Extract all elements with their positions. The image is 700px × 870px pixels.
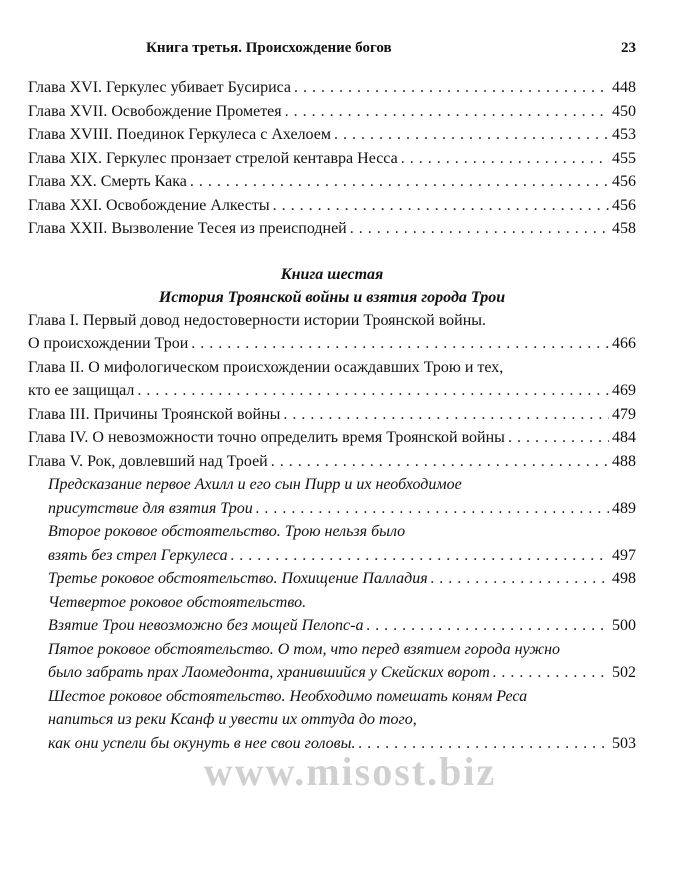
toc-entry (28, 450, 636, 474)
toc-entry-page: 458 (612, 220, 636, 237)
toc-entry-page: 450 (612, 102, 636, 120)
toc-entry-page: 484 (612, 429, 636, 446)
toc-entry-title: Глава IV. О невозможности точно определить время Троянской войны (28, 429, 505, 446)
toc-entry-page: 498 (612, 570, 636, 587)
toc-entry-title: Глава XVIII. Поединок Геркулеса с Ахелоем (28, 126, 331, 143)
leader-dots (431, 567, 609, 591)
leader-dots (294, 76, 609, 100)
toc-entry-page: 489 (612, 499, 636, 517)
toc-entry-page: 500 (612, 617, 636, 634)
toc-entry-title: Глава XVII. Освобождение Прометея (28, 102, 282, 120)
toc-subentry-line: Второе роковое обстоятельство. Трою нельзя было (48, 523, 406, 540)
toc-entry-title: было забрать прах Лаомедонта, хранившийся у Скейских ворот (48, 664, 490, 681)
running-header (28, 34, 636, 64)
toc-subentry-line: Предсказание первое Ахилл и его сын Пирр и их необходимое (48, 476, 462, 493)
watermark: www.misost.biz (203, 749, 497, 794)
toc-entry-page: 453 (612, 126, 636, 143)
toc-entry (28, 379, 636, 403)
toc-subentry (28, 567, 636, 591)
toc-subentry (28, 614, 636, 638)
leader-dots (283, 403, 609, 427)
toc-entry-line: Глава II. О мифологическом происхождении осаждавших Трою и тех, (28, 358, 504, 376)
toc-entry-title: Глава III. Причины Троянской войны (28, 405, 281, 423)
toc-entry-title: О происхождении Трои (28, 335, 189, 352)
leader-dots (366, 614, 609, 638)
leader-dots (271, 450, 609, 474)
toc-entry-title: Глава XXII. Вызволение Тесея из преисподней (28, 220, 347, 237)
toc-subentry (28, 661, 636, 685)
book-title: Книга шестая (280, 265, 384, 283)
toc-subentry (28, 544, 636, 568)
toc-entry-title: кто ее защищал (28, 382, 135, 399)
toc-subentry (28, 497, 636, 521)
toc-entry-page: 469 (612, 382, 636, 399)
book-subtitle: История Троянской войны и взятия города Трои (158, 288, 506, 306)
toc-entry-page: 488 (612, 452, 636, 470)
leader-dots (334, 123, 609, 147)
leader-dots (493, 661, 609, 685)
toc-subentry-line: Пятое роковое обстоятельство. О том, что перед взятием города нужно (48, 640, 561, 658)
toc-subentry-line: Шестое роковое обстоятельство. Необходимо помешать коням Реса (48, 687, 528, 705)
leader-dots (191, 332, 609, 356)
toc-entry-page: 479 (612, 405, 636, 423)
toc-subentry-line: Четвертое роковое обстоятельство. (48, 593, 307, 611)
toc-entry-title: Третье роковое обстоятельство. Похищение Палладия (48, 570, 428, 587)
page-number: 23 (621, 40, 636, 56)
toc-entry-page: 448 (612, 79, 636, 96)
leader-dots (190, 170, 609, 194)
toc-entry-line: Глава I. Первый довод недостоверности истории Троянской войны. (28, 311, 487, 329)
toc-entry (28, 332, 636, 356)
toc-entry (28, 403, 636, 427)
toc-entry-title: Глава XXI. Освобождение Алкесты (28, 196, 270, 214)
leader-dots (256, 497, 609, 521)
toc-entry-page: 503 (612, 734, 636, 752)
toc-entry-title: Глава XX. Смерть Кака (28, 173, 187, 190)
leader-dots (285, 100, 609, 124)
toc-page (28, 34, 636, 755)
toc-entry-page: 497 (612, 546, 636, 564)
toc-entry (28, 100, 636, 124)
leader-dots (350, 217, 609, 241)
toc-entry-page: 466 (612, 335, 636, 352)
toc-entry-title: как они успели бы окунуть в нее свои головы. (48, 734, 356, 752)
toc-entry (28, 170, 636, 194)
toc-entry-title: Глава V. Рок, довлевший над Троей (28, 452, 268, 470)
toc-entry-page: 456 (612, 196, 636, 214)
toc-entry (28, 147, 636, 171)
toc-entry (28, 426, 636, 450)
toc-entry-page: 456 (612, 173, 636, 190)
toc-entry-title: присутствие для взятия Трои (48, 499, 253, 517)
leader-dots (508, 426, 609, 450)
leader-dots (273, 194, 609, 218)
toc-entry (28, 123, 636, 147)
toc-list (28, 76, 636, 755)
toc-entry-page: 502 (612, 664, 636, 681)
toc-entry-title: Глава XIX. Геркулес пронзает стрелой кентавра Несса (28, 149, 398, 167)
section-gap (28, 241, 636, 263)
toc-entry-title: Глава XVI. Геркулес убивает Бусириса (28, 79, 292, 96)
toc-entry (28, 76, 636, 100)
toc-entry-page: 455 (612, 149, 636, 167)
leader-dots (137, 379, 609, 403)
toc-entry-title: Взятие Трои невозможно без мощей Пелопс-а (48, 617, 364, 634)
toc-subentry-line: напиться из реки Ксанф и увести их оттуда до того, (48, 711, 417, 728)
toc-entry (28, 194, 636, 218)
toc-entry (28, 217, 636, 241)
toc-entry-title: взять без стрел Геркулеса (48, 546, 228, 564)
header-title: Книга третья. Происхождение богов (146, 40, 392, 56)
leader-dots (231, 544, 609, 568)
leader-dots (401, 147, 609, 171)
